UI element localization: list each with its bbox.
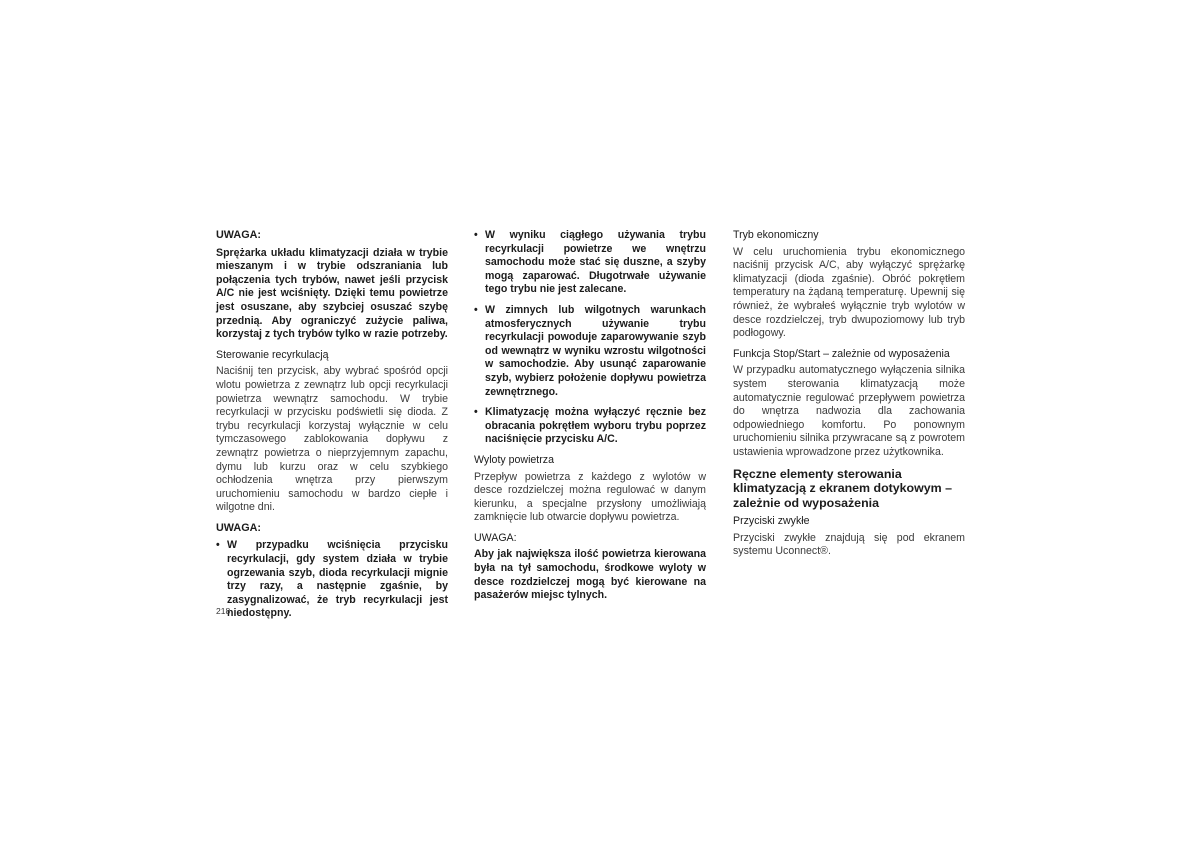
- column-right: [733, 229, 965, 566]
- note-paragraph: Aby jak największa ilość powietrza kierowana była na tył samochodu, środkowe wyloty w desce rozdzielczej mogą być kierowane na pasażerów miejsc tylnych.: [474, 548, 706, 602]
- section-title-manual-controls: Ręczne elementy sterowania klimatyzacją z ekranem dotykowym – zależnie od wyposażenia: [733, 466, 953, 510]
- section-heading-outlets: Wyloty powietrza: [474, 453, 554, 466]
- column-left: [216, 229, 448, 628]
- section-heading-buttons: Przyciski zwykłe: [733, 515, 810, 527]
- stopstart-paragraph: W przypadku automatycznego wyłączenia silnika system sterowania klimatyzacją może automatycznie regulować przepływem powietrza do wnętrza nadwozia dla zachowania odpowiedniego komfortu. Po ponownym uruchomieniu silnika przywracane są z powrotem ustawienia wprowadzone przez użytkownika.: [733, 364, 965, 458]
- outlets-paragraph: Przepływ powietrza z każdego z wylotów w desce rozdzielczej można regulować w danym kierunku, a specjalne przysłony umożliwiają zamknięcie lub otwarcie dopływu powietrza.: [474, 470, 706, 524]
- section-heading-recirculation: Sterowanie recyrkulacją: [216, 348, 329, 361]
- note-heading: UWAGA:: [216, 521, 261, 534]
- page-number: 218: [216, 606, 231, 616]
- bullet-text: Klimatyzację można wyłączyć ręcznie bez obracania pokrętłem wyboru trybu poprzez naciśnięcie przycisku A/C.: [485, 406, 706, 446]
- bullet-dot: •: [474, 229, 478, 241]
- bullet-text: W zimnych lub wilgotnych warunkach atmosferycznych używanie trybu recyrkulacji powoduje zaparowywanie szyb od wewnątrz w wyniku wzrostu wilgotności w samochodzie. Aby usunąć zaparowanie szyb, wybierz położenie dopływu powietrza zewnętrznego.: [485, 303, 706, 398]
- column-middle: [474, 229, 706, 610]
- recirculation-paragraph: Naciśnij ten przycisk, aby wybrać spośród opcji wlotu powietrza z zewnątrz lub opcji recyrkulacji powietrza wewnątrz samochodu. W trybie recyrkulacji w przycisku podświetli się dioda. Z trybu recyrkulacji korzystaj wyłącznie w celu tymczasowego zablokowania dopływu z zewnątrz powietrza o nieprzyjemnym zapachu, dymu lub kurzu oraz w celu szybkiego ochłodzenia wnętrza przy pierwszym uruchomieniu samochodu w bardzo ciepłe i wilgotne dni.: [216, 365, 448, 514]
- bullet-dot: •: [474, 406, 478, 419]
- bullet-item: [474, 304, 706, 399]
- section-heading-stopstart: Funkcja Stop/Start – zależnie od wyposażenia: [733, 347, 950, 360]
- note-paragraph: Sprężarka układu klimatyzacji działa w trybie mieszanym i w trybie odszraniania lub połączenia tych trybów, nawet jeśli przycisk A/C nie jest wciśnięty. Dzięki temu powietrze jest osuszane, aby szybciej osuszać szybę przednią. Aby ograniczyć zużycie paliwa, korzystaj z tych trybów tylko w razie potrzeby.: [216, 246, 448, 341]
- note-heading: UWAGA:: [216, 229, 261, 241]
- eco-paragraph: W celu uruchomienia trybu ekonomicznego naciśnij przycisk A/C, aby wyłączyć sprężarkę klimatyzacji (dioda zgaśnie). Obróć pokrętłem temperatury na żądaną temperaturę. Upewnij się również, że wybrałeś wyłącznie tryb wylotów w desce rozdzielczej, tryb dwupoziomowy lub tryb podłogowy.: [733, 245, 965, 340]
- bullet-item: [216, 539, 448, 621]
- bullet-item: [474, 229, 706, 297]
- bullet-item: [474, 406, 706, 447]
- bullet-dot: •: [216, 539, 220, 552]
- buttons-paragraph: Przyciski zwykłe znajdują się pod ekranem systemu Uconnect®.: [733, 531, 965, 558]
- note-heading: UWAGA:: [474, 531, 517, 544]
- bullet-text: W przypadku wciśnięcia przycisku recyrkulacji, gdy system działa w trybie ogrzewania szyb, dioda recyrkulacji mignie trzy razy, a następnie zgaśnie, by zasygnalizować, że tryb recyrkulacji jest niedostępny.: [227, 539, 448, 620]
- bullet-dot: •: [474, 303, 478, 316]
- section-heading-eco: Tryb ekonomiczny: [733, 229, 819, 241]
- bullet-text: W wyniku ciągłego używania trybu recyrkulacji powietrze we wnętrzu samochodu może stać się duszne, a szyby mogą zaparować. Długotrwałe używanie tego trybu nie jest zalecane.: [485, 229, 706, 296]
